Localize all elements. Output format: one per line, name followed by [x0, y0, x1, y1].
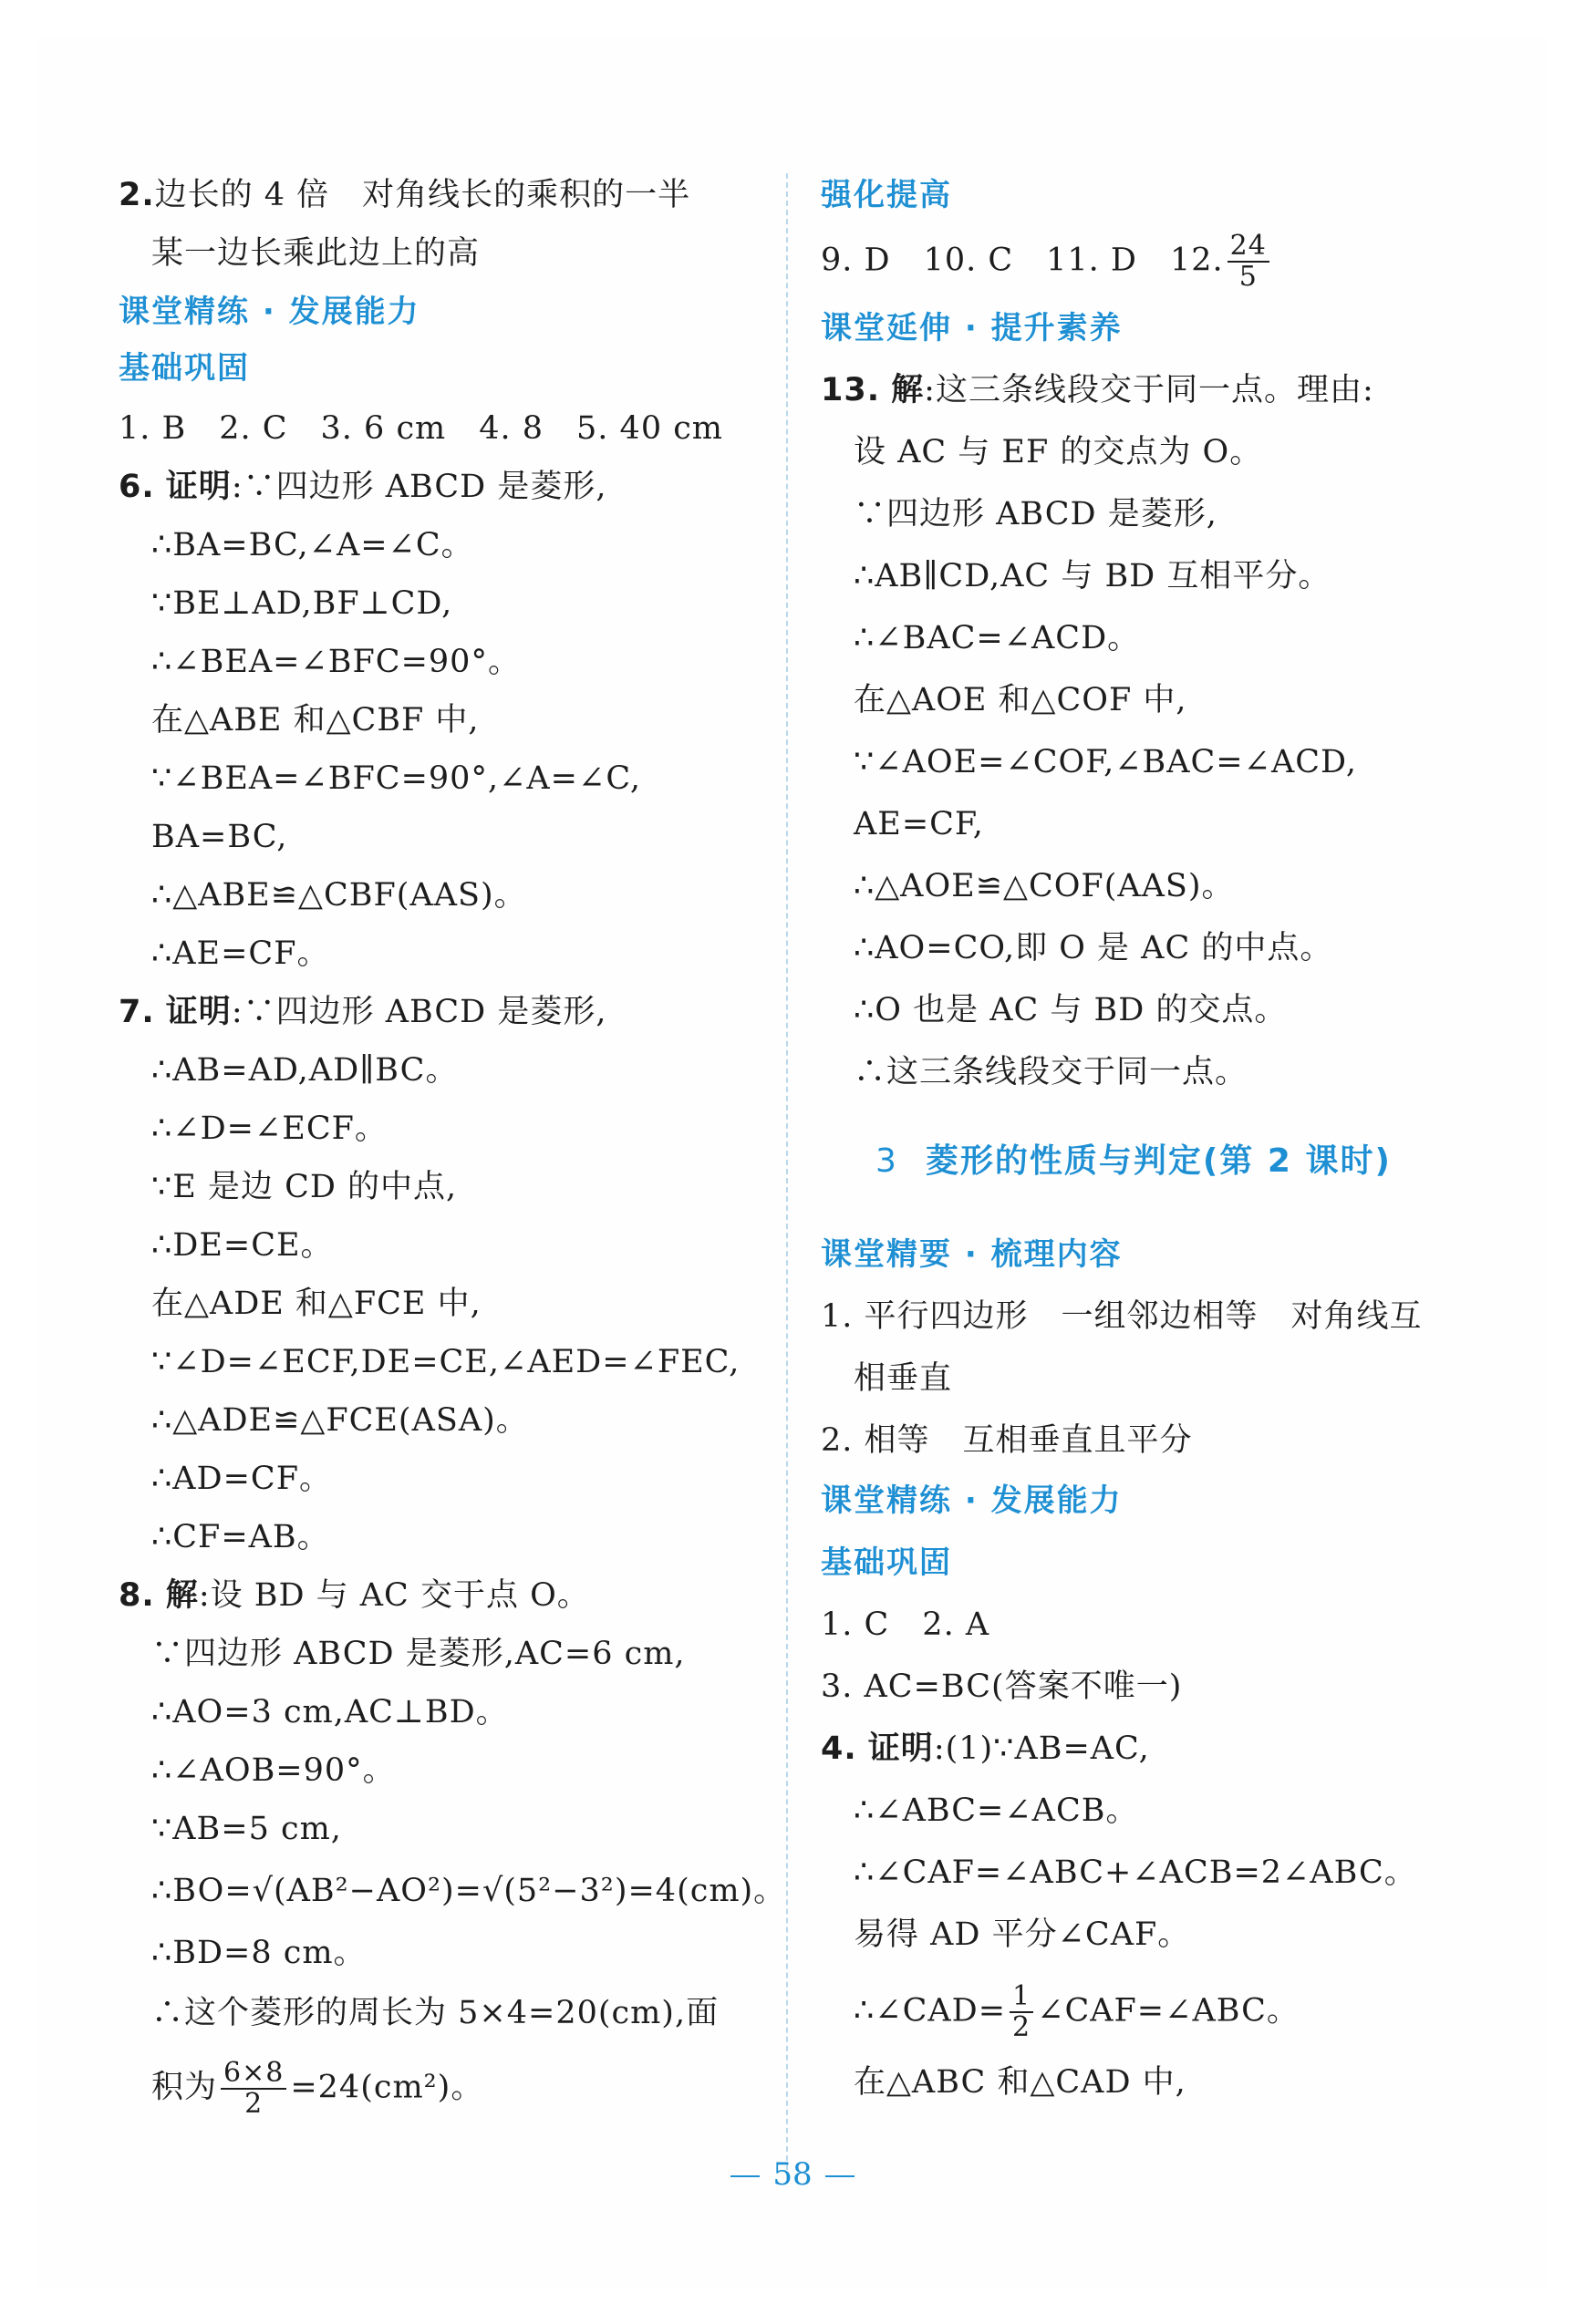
answer-line: ∴△ABE≌△CBF(AAS)。: [151, 877, 527, 914]
answer-line: 1. B 2. C 3. 6 cm 4. 8 5. 40 cm: [119, 410, 723, 447]
answer-line: ∴AO=3 cm,AC⊥BD。: [151, 1694, 509, 1730]
answer-line: ∴AO=CO,即 O 是 AC 的中点。: [854, 930, 1333, 966]
answer-line: ∵∠AOE=∠COF,∠BAC=∠ACD,: [854, 744, 1357, 780]
answer-line: ∴∠CAF=∠ABC+∠ACB=2∠ABC。: [854, 1854, 1417, 1891]
answer-line: 在△ABE 和△CBF 中,: [151, 702, 480, 739]
subsection-heading: 基础巩固: [821, 1544, 952, 1581]
answer-line: AE=CF,: [854, 806, 984, 842]
answer-line: 3. AC=BC(答案不唯一): [821, 1668, 1183, 1705]
fraction: $\frac{1}{2}$: [1010, 1982, 1033, 2042]
answer-line: 1. 平行四边形 一组邻边相等 对角线互: [821, 1298, 1423, 1335]
answer-line: 相垂直: [854, 1360, 953, 1397]
answer-line: ∴AD=CF。: [151, 1461, 332, 1497]
answer-line: 6. 证明:∵四边形 ABCD 是菱形,: [119, 469, 607, 505]
answer-line: ∴△AOE≌△COF(AAS)。: [854, 868, 1235, 904]
section-heading: 课堂精练 · 发展能力: [119, 294, 420, 330]
answer-line: ∵四边形 ABCD 是菱形,AC=6 cm,: [151, 1636, 686, 1672]
answer-line: 1. C 2. A: [821, 1606, 990, 1643]
answer-line: ∵四边形 ABCD 是菱形,: [854, 496, 1217, 532]
answer-line: ∴∠BEA=∠BFC=90°。: [151, 644, 521, 680]
answer-line: ∴这三条线段交于同一点。: [854, 1054, 1248, 1090]
answer-page: [36, 36, 1549, 2288]
answer-line: 4. 证明:(1)∵AB=AC,: [821, 1730, 1150, 1767]
answer-line: ∵∠BEA=∠BFC=90°,∠A=∠C,: [151, 760, 641, 797]
section-heading: 课堂精要 · 梳理内容: [821, 1236, 1123, 1273]
answer-line: ∴∠D=∠ECF。: [151, 1110, 388, 1147]
answer-line: ∴DE=CE。: [151, 1227, 334, 1264]
answer-line: 某一边长乘此边上的高: [151, 235, 481, 272]
answer-line: ∴∠ABC=∠ACB。: [854, 1792, 1139, 1829]
fraction: $\frac{6\times 8}{2}$: [221, 2059, 286, 2119]
answer-line: ∵∠D=∠ECF,DE=CE,∠AED=∠FEC,: [151, 1344, 741, 1380]
answer-line: ∴AE=CF。: [151, 935, 330, 972]
answer-line: ∵AB=5 cm,: [151, 1811, 342, 1847]
answer-line: ∴△ADE≌△FCE(ASA)。: [151, 1402, 529, 1439]
answer-line: 7. 证明:∵四边形 ABCD 是菱形,: [119, 994, 607, 1030]
answer-line: ∵BE⊥AD,BF⊥CD,: [151, 585, 453, 622]
answer-line: ∴∠BAC=∠ACD。: [854, 620, 1141, 656]
answer-line: BA=BC,: [151, 819, 288, 855]
answer-line: 在△ADE 和△FCE 中,: [151, 1286, 482, 1322]
answer-line: 在△AOE 和△COF 中,: [854, 682, 1187, 718]
answer-line: 2.边长的 4 倍 对角线长的乘积的一半: [119, 177, 691, 213]
answer-line: ∴AB∥CD,AC 与 BD 互相平分。: [854, 558, 1331, 594]
answer-line: ∴这个菱形的周长为 5×4=20(cm),面: [151, 1995, 720, 2031]
answer-line: ∵E 是边 CD 的中点,: [151, 1169, 458, 1205]
answer-line: 易得 AD 平分∠CAF。: [854, 1916, 1191, 1953]
column-divider: [786, 173, 788, 2179]
subsection-heading: 强化提高: [821, 177, 952, 213]
answer-line: 积为 $\frac{6\times 8}{2}$ =24(cm²)。: [151, 2057, 484, 2120]
answer-line: 2. 相等 互相垂直且平分: [821, 1422, 1193, 1459]
answer-line: ∴BO=√(AB²−AO²)=√(5²−3²)=4(cm)。: [151, 1873, 787, 1909]
fraction: $\frac{24}{5}$: [1228, 232, 1269, 292]
answer-line: 8. 解:设 BD 与 AC 交于点 O。: [119, 1577, 590, 1614]
answer-line: ∴∠AOB=90°。: [151, 1752, 396, 1789]
answer-line: 设 AC 与 EF 的交点为 O。: [854, 434, 1263, 470]
answer-line: 13. 解:这三条线段交于同一点。理由:: [821, 372, 1374, 408]
page-number: 58: [0, 2156, 1585, 2193]
section-heading: 课堂延伸 · 提升素养: [821, 310, 1123, 346]
answer-line: 在△ABC 和△CAD 中,: [854, 2064, 1186, 2101]
section-heading: 课堂精练 · 发展能力: [821, 1482, 1123, 1519]
answer-line: ∴∠CAD= $\frac{1}{2}$ ∠CAF=∠ABC。: [854, 1980, 1300, 2043]
answer-line: ∴AB=AD,AD∥BC。: [151, 1052, 459, 1089]
subsection-heading: 基础巩固: [119, 350, 250, 387]
lesson-title: 3 菱形的性质与判定(第 2 课时): [875, 1142, 1392, 1180]
answer-line: ∴CF=AB。: [151, 1519, 330, 1555]
answer-line: 9. D 10. C 11. D 12. $\frac{24}{5}$: [821, 232, 1273, 292]
answer-line: ∴BD=8 cm。: [151, 1935, 367, 1971]
answer-line: ∴BA=BC,∠A=∠C。: [151, 527, 474, 563]
answer-line: ∴O 也是 AC 与 BD 的交点。: [854, 992, 1288, 1028]
